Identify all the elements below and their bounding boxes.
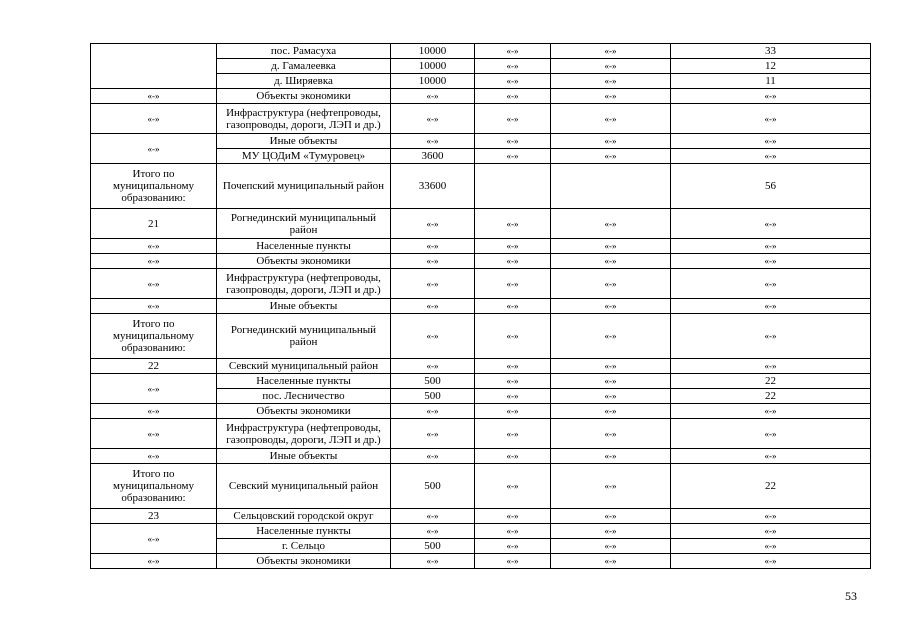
- table-cell: «-»: [391, 134, 475, 149]
- table-cell: «-»: [391, 209, 475, 239]
- table-cell: «-»: [91, 104, 217, 134]
- table-cell: «-»: [91, 449, 217, 464]
- table-cell: «-»: [391, 509, 475, 524]
- table-cell: «-»: [475, 254, 551, 269]
- table-cell: «-»: [475, 419, 551, 449]
- table-cell: 33: [671, 44, 871, 59]
- table-cell: 33600: [391, 164, 475, 209]
- table-cell: Итого по муниципальному образованию:: [91, 314, 217, 359]
- table-cell: «-»: [551, 134, 671, 149]
- table-cell: «-»: [551, 44, 671, 59]
- table-cell: «-»: [551, 539, 671, 554]
- table-row: [91, 524, 871, 539]
- table-cell: «-»: [91, 419, 217, 449]
- table-cell: «-»: [475, 404, 551, 419]
- table-cell: «-»: [551, 74, 671, 89]
- table-cell: «-»: [91, 239, 217, 254]
- table-cell: [475, 164, 551, 209]
- table-cell: «-»: [551, 314, 671, 359]
- table-cell: 500: [391, 464, 475, 509]
- table-cell: «-»: [671, 524, 871, 539]
- table-cell: МУ ЦОДиМ «Тумуровец»: [217, 149, 391, 164]
- table-cell: Севский муниципальный район: [217, 359, 391, 374]
- table-cell: 22: [671, 374, 871, 389]
- table-cell: «-»: [475, 239, 551, 254]
- table-cell: Рогнединский муниципальный район: [217, 314, 391, 359]
- table-row: [91, 269, 871, 299]
- table-cell: «-»: [671, 359, 871, 374]
- table-cell: Инфраструктура (нефтепроводы, газопроводы, дороги, ЛЭП и др.): [217, 104, 391, 134]
- table-cell: 56: [671, 164, 871, 209]
- table-cell: «-»: [671, 89, 871, 104]
- table-row: [91, 299, 871, 314]
- table-row: [91, 134, 871, 149]
- table-cell: «-»: [475, 89, 551, 104]
- table-cell: «-»: [671, 554, 871, 569]
- table-cell: «-»: [671, 149, 871, 164]
- table-row: [91, 164, 871, 209]
- table-cell: «-»: [475, 389, 551, 404]
- table-cell: д. Гамалеевка: [217, 59, 391, 74]
- table-cell: «-»: [671, 134, 871, 149]
- table-cell: «-»: [475, 59, 551, 74]
- table-cell: «-»: [551, 509, 671, 524]
- table-cell: «-»: [391, 359, 475, 374]
- table-cell: «-»: [475, 539, 551, 554]
- table-cell: «-»: [475, 209, 551, 239]
- table-cell: «-»: [391, 104, 475, 134]
- table-cell: Иные объекты: [217, 134, 391, 149]
- table-cell: «-»: [551, 359, 671, 374]
- table-cell: Севский муниципальный район: [217, 464, 391, 509]
- table-cell: 10000: [391, 74, 475, 89]
- page-number: 53: [845, 589, 857, 603]
- table-cell: 21: [91, 209, 217, 239]
- table-cell: «-»: [671, 104, 871, 134]
- table-cell: «-»: [551, 254, 671, 269]
- table-row: [91, 239, 871, 254]
- table-cell: «-»: [551, 299, 671, 314]
- table-cell: «-»: [551, 389, 671, 404]
- table-row: [91, 104, 871, 134]
- table-cell: Населенные пункты: [217, 239, 391, 254]
- table-cell: «-»: [475, 149, 551, 164]
- table-cell: «-»: [391, 449, 475, 464]
- table-cell: [551, 164, 671, 209]
- table-cell: «-»: [551, 524, 671, 539]
- table-cell: «-»: [551, 404, 671, 419]
- table-cell: «-»: [475, 299, 551, 314]
- table-cell: Населенные пункты: [217, 524, 391, 539]
- table-cell: Итого по муниципальному образованию:: [91, 464, 217, 509]
- table-cell: «-»: [391, 524, 475, 539]
- table-cell: Почепский муниципальный район: [217, 164, 391, 209]
- table-row: [91, 89, 871, 104]
- table-cell: «-»: [671, 209, 871, 239]
- table-row: [91, 44, 871, 59]
- table-cell: «-»: [391, 239, 475, 254]
- table-cell: 22: [671, 464, 871, 509]
- table-row: [91, 209, 871, 239]
- table-cell: 11: [671, 74, 871, 89]
- table-cell: «-»: [91, 299, 217, 314]
- table-cell: [91, 44, 217, 89]
- table-cell: «-»: [671, 404, 871, 419]
- data-table: [90, 43, 871, 569]
- table-cell: «-»: [91, 134, 217, 164]
- table-cell: «-»: [551, 269, 671, 299]
- table-cell: «-»: [551, 104, 671, 134]
- table-cell: «-»: [671, 314, 871, 359]
- table-cell: д. Ширяевка: [217, 74, 391, 89]
- table-cell: 500: [391, 539, 475, 554]
- table-cell: «-»: [475, 359, 551, 374]
- table-cell: «-»: [551, 464, 671, 509]
- table-cell: 10000: [391, 44, 475, 59]
- table-cell: «-»: [391, 299, 475, 314]
- table-cell: «-»: [671, 539, 871, 554]
- table-row: [91, 374, 871, 389]
- table-cell: Объекты экономики: [217, 404, 391, 419]
- table-cell: «-»: [391, 314, 475, 359]
- table-cell: «-»: [475, 374, 551, 389]
- table-cell: «-»: [551, 89, 671, 104]
- table-cell: «-»: [91, 554, 217, 569]
- table-cell: «-»: [551, 209, 671, 239]
- table-cell: «-»: [391, 269, 475, 299]
- table-cell: Сельцовский городской округ: [217, 509, 391, 524]
- table-cell: Итого по муниципальному образованию:: [91, 164, 217, 209]
- table-cell: 500: [391, 374, 475, 389]
- table-cell: «-»: [91, 269, 217, 299]
- table-row: [91, 314, 871, 359]
- table-cell: «-»: [475, 269, 551, 299]
- table-row: [91, 449, 871, 464]
- table-cell: Населенные пункты: [217, 374, 391, 389]
- table-cell: 10000: [391, 59, 475, 74]
- table-cell: «-»: [391, 404, 475, 419]
- table-cell: «-»: [475, 509, 551, 524]
- table-cell: «-»: [671, 419, 871, 449]
- table-cell: «-»: [391, 419, 475, 449]
- table-cell: «-»: [475, 449, 551, 464]
- table-cell: Инфраструктура (нефтепроводы, газопроводы, дороги, ЛЭП и др.): [217, 269, 391, 299]
- table-cell: Рогнединский муниципальный район: [217, 209, 391, 239]
- table-cell: «-»: [671, 509, 871, 524]
- table-cell: «-»: [671, 449, 871, 464]
- table-cell: «-»: [475, 44, 551, 59]
- table-cell: Объекты экономики: [217, 89, 391, 104]
- table-cell: Объекты экономики: [217, 554, 391, 569]
- table-cell: «-»: [671, 269, 871, 299]
- table-cell: Иные объекты: [217, 449, 391, 464]
- table-row: [91, 254, 871, 269]
- table-cell: «-»: [91, 254, 217, 269]
- table-cell: «-»: [551, 149, 671, 164]
- table-row: [91, 509, 871, 524]
- table-cell: «-»: [391, 254, 475, 269]
- table-cell: «-»: [391, 554, 475, 569]
- table-cell: «-»: [475, 554, 551, 569]
- table-cell: 3600: [391, 149, 475, 164]
- table-cell: «-»: [91, 89, 217, 104]
- table-row: [91, 554, 871, 569]
- table-cell: «-»: [551, 449, 671, 464]
- table-cell: «-»: [671, 299, 871, 314]
- table-cell: Иные объекты: [217, 299, 391, 314]
- table-cell: «-»: [551, 374, 671, 389]
- table-cell: «-»: [551, 419, 671, 449]
- table-cell: 22: [671, 389, 871, 404]
- table-cell: «-»: [475, 464, 551, 509]
- table-cell: «-»: [671, 239, 871, 254]
- table-cell: «-»: [551, 239, 671, 254]
- table-cell: «-»: [91, 374, 217, 404]
- table-cell: «-»: [475, 314, 551, 359]
- table-row: [91, 419, 871, 449]
- table-cell: «-»: [551, 59, 671, 74]
- table-cell: «-»: [391, 89, 475, 104]
- table-cell: 12: [671, 59, 871, 74]
- table-cell: Инфраструктура (нефтепроводы, газопроводы, дороги, ЛЭП и др.): [217, 419, 391, 449]
- table-row: [91, 359, 871, 374]
- table-cell: 22: [91, 359, 217, 374]
- table-cell: пос. Лесничество: [217, 389, 391, 404]
- table-cell: «-»: [671, 254, 871, 269]
- table-cell: «-»: [475, 524, 551, 539]
- table-cell: «-»: [475, 134, 551, 149]
- table-cell: Объекты экономики: [217, 254, 391, 269]
- table-cell: «-»: [475, 104, 551, 134]
- table-row: [91, 404, 871, 419]
- table-cell: «-»: [91, 524, 217, 554]
- table-cell: 500: [391, 389, 475, 404]
- table-cell: «-»: [91, 404, 217, 419]
- table-cell: «-»: [475, 74, 551, 89]
- table-cell: «-»: [551, 554, 671, 569]
- table-cell: г. Сельцо: [217, 539, 391, 554]
- table-row: [91, 464, 871, 509]
- table-cell: пос. Рамасуха: [217, 44, 391, 59]
- table-cell: 23: [91, 509, 217, 524]
